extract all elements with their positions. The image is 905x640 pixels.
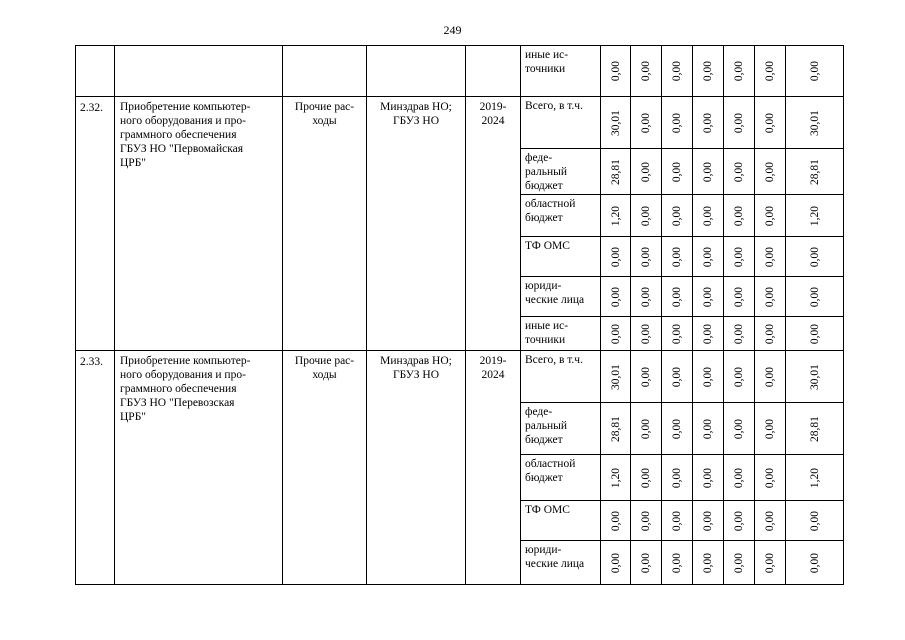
budget-table xyxy=(75,45,844,585)
period-cell xyxy=(466,97,521,351)
source-cell xyxy=(521,46,601,97)
source-label: Всего, в т.ч. xyxy=(525,354,583,366)
value-cell xyxy=(755,195,786,237)
value-text: 0,00 xyxy=(702,112,714,133)
value-cell xyxy=(755,403,786,455)
executor: Минздрав НО; ГБУЗ НО xyxy=(380,355,452,381)
value-cell xyxy=(724,149,755,195)
value-text: 0,00 xyxy=(609,60,622,82)
value-cell xyxy=(601,317,631,351)
value-cell xyxy=(755,237,786,277)
value-cell xyxy=(631,541,662,585)
value-text: 0,00 xyxy=(808,286,821,307)
value-cell xyxy=(786,149,844,195)
value-text: 0,00 xyxy=(640,552,652,573)
value-text: 0,00 xyxy=(671,246,683,267)
value-text: 28,81 xyxy=(808,158,821,185)
source-cell xyxy=(521,541,601,585)
value-cell xyxy=(631,403,662,455)
source-cell xyxy=(521,455,601,501)
value-cell xyxy=(755,317,786,351)
value-text: 0,00 xyxy=(702,161,714,182)
empty-cell xyxy=(367,46,466,97)
value-text: 0,00 xyxy=(733,112,745,133)
value-cell xyxy=(662,277,693,317)
value-text: 0,00 xyxy=(702,467,714,488)
value-cell xyxy=(662,149,693,195)
value-text: 0,00 xyxy=(640,246,652,267)
executor-cell xyxy=(367,351,466,585)
value-cell xyxy=(662,46,693,97)
value-text: 1,20 xyxy=(609,205,622,226)
value-text: 30,01 xyxy=(808,363,821,390)
value-text: 0,00 xyxy=(671,112,683,133)
value-cell xyxy=(601,501,631,541)
value-cell xyxy=(786,97,844,149)
value-text: 0,00 xyxy=(733,205,745,226)
value-text: 0,00 xyxy=(702,323,714,344)
value-cell xyxy=(662,317,693,351)
value-text: 0,00 xyxy=(671,323,683,344)
value-cell xyxy=(693,541,724,585)
source-label: областной бюджет xyxy=(525,198,576,224)
value-text: 0,00 xyxy=(764,510,776,531)
source-cell xyxy=(521,317,601,351)
value-text: 0,00 xyxy=(671,510,683,531)
value-cell xyxy=(631,195,662,237)
value-text: 0,00 xyxy=(764,467,776,488)
value-cell xyxy=(786,403,844,455)
value-cell xyxy=(631,501,662,541)
value-cell xyxy=(631,455,662,501)
source-label: юриди- ческие лица xyxy=(525,544,585,570)
value-cell xyxy=(786,277,844,317)
value-text: 0,00 xyxy=(671,286,683,307)
value-text: 0,00 xyxy=(640,467,652,488)
value-text: 0,00 xyxy=(764,418,776,439)
value-text: 30,01 xyxy=(609,363,622,390)
period-cell xyxy=(466,351,521,585)
value-text: 0,00 xyxy=(609,552,622,573)
source-cell xyxy=(521,149,601,195)
value-text: 0,00 xyxy=(764,323,776,344)
value-cell xyxy=(755,501,786,541)
value-text: 0,00 xyxy=(733,60,745,82)
source-cell xyxy=(521,277,601,317)
source-label: феде- ральный бюджет xyxy=(525,152,567,192)
value-cell xyxy=(693,317,724,351)
description: Приобретение компьютер- ного оборудования и про- граммного обеспечения ГБУЗ НО "Перевозская ЦРБ" xyxy=(120,355,251,423)
value-text: 0,00 xyxy=(609,246,622,267)
value-cell xyxy=(601,97,631,149)
value-cell xyxy=(724,351,755,403)
value-cell xyxy=(693,403,724,455)
table-row xyxy=(76,46,844,97)
value-cell xyxy=(662,351,693,403)
source-label: иные ис- точники xyxy=(525,320,569,346)
value-text: 30,01 xyxy=(609,109,622,136)
value-text: 0,00 xyxy=(764,112,776,133)
value-cell xyxy=(786,351,844,403)
value-text: 0,00 xyxy=(733,161,745,182)
value-text: 0,00 xyxy=(640,366,652,387)
value-cell xyxy=(693,46,724,97)
empty-cell xyxy=(76,46,115,97)
value-cell xyxy=(601,351,631,403)
value-text: 0,00 xyxy=(671,205,683,226)
value-cell xyxy=(631,97,662,149)
row-number-cell xyxy=(76,97,115,351)
value-text: 0,00 xyxy=(764,205,776,226)
value-text: 0,00 xyxy=(640,323,652,344)
value-text: 0,00 xyxy=(671,467,683,488)
value-cell xyxy=(601,237,631,277)
value-text: 0,00 xyxy=(733,510,745,531)
source-label: областной бюджет xyxy=(525,458,576,484)
value-cell xyxy=(693,277,724,317)
value-cell xyxy=(662,97,693,149)
value-text: 0,00 xyxy=(808,510,821,531)
value-text: 0,00 xyxy=(808,60,821,82)
value-cell xyxy=(601,277,631,317)
value-text: 0,00 xyxy=(640,112,652,133)
value-cell xyxy=(662,237,693,277)
value-text: 0,00 xyxy=(764,60,776,82)
value-text: 0,00 xyxy=(733,246,745,267)
value-cell xyxy=(724,277,755,317)
source-label: ТФ ОМС xyxy=(525,240,570,252)
value-text: 0,00 xyxy=(733,323,745,344)
value-cell xyxy=(662,501,693,541)
value-text: 0,00 xyxy=(733,552,745,573)
value-text: 28,81 xyxy=(808,415,821,442)
value-text: 30,01 xyxy=(808,109,821,136)
value-cell xyxy=(724,501,755,541)
value-text: 0,00 xyxy=(702,366,714,387)
value-cell xyxy=(724,403,755,455)
value-cell xyxy=(755,351,786,403)
value-text: 0,00 xyxy=(764,366,776,387)
expense-type: Прочие рас- ходы xyxy=(294,355,355,381)
value-text: 0,00 xyxy=(764,246,776,267)
value-text: 0,00 xyxy=(609,323,622,344)
value-text: 0,00 xyxy=(640,418,652,439)
empty-cell xyxy=(466,46,521,97)
value-text: 28,81 xyxy=(609,415,622,442)
value-text: 0,00 xyxy=(764,161,776,182)
value-cell xyxy=(662,455,693,501)
value-cell xyxy=(601,403,631,455)
value-cell xyxy=(601,541,631,585)
value-cell xyxy=(786,455,844,501)
expense-type-cell xyxy=(283,97,367,351)
period: 2019- 2024 xyxy=(479,101,507,127)
value-text: 0,00 xyxy=(764,552,776,573)
value-text: 0,00 xyxy=(808,246,821,267)
source-cell xyxy=(521,195,601,237)
value-cell xyxy=(755,455,786,501)
value-cell xyxy=(693,351,724,403)
value-text: 1,20 xyxy=(808,205,821,226)
source-label: феде- ральный бюджет xyxy=(525,406,567,446)
value-cell xyxy=(786,541,844,585)
value-cell xyxy=(755,541,786,585)
value-cell xyxy=(693,237,724,277)
value-text: 0,00 xyxy=(609,510,622,531)
value-cell xyxy=(724,46,755,97)
value-text: 0,00 xyxy=(733,286,745,307)
value-cell xyxy=(755,277,786,317)
value-cell xyxy=(724,195,755,237)
value-text: 0,00 xyxy=(671,60,683,82)
value-text: 0,00 xyxy=(733,467,745,488)
value-text: 0,00 xyxy=(671,418,683,439)
value-cell xyxy=(724,97,755,149)
value-text: 0,00 xyxy=(702,246,714,267)
expense-type: Прочие рас- ходы xyxy=(294,101,355,127)
period: 2019- 2024 xyxy=(479,355,507,381)
value-text: 0,00 xyxy=(640,510,652,531)
value-text: 0,00 xyxy=(702,60,714,82)
value-text: 0,00 xyxy=(702,286,714,307)
value-cell xyxy=(601,46,631,97)
description: Приобретение компьютер- ного оборудования и про- граммного обеспечения ГБУЗ НО "Первомайская ЦРБ" xyxy=(120,101,251,169)
value-text: 1,20 xyxy=(609,467,622,488)
value-cell xyxy=(724,455,755,501)
source-cell xyxy=(521,237,601,277)
value-cell xyxy=(693,455,724,501)
value-cell xyxy=(601,455,631,501)
row-number-cell xyxy=(76,351,115,585)
page-number: 249 xyxy=(443,23,462,37)
value-cell xyxy=(601,149,631,195)
executor-cell xyxy=(367,97,466,351)
value-text: 1,20 xyxy=(808,467,821,488)
value-cell xyxy=(786,501,844,541)
row-number: 2.32. xyxy=(80,102,103,114)
value-text: 0,00 xyxy=(609,286,622,307)
value-cell xyxy=(631,317,662,351)
value-text: 0,00 xyxy=(702,552,714,573)
source-label: Всего, в т.ч. xyxy=(525,100,583,112)
value-cell xyxy=(662,403,693,455)
value-cell xyxy=(631,237,662,277)
value-text: 0,00 xyxy=(733,366,745,387)
value-text: 0,00 xyxy=(671,161,683,182)
value-text: 0,00 xyxy=(671,552,683,573)
value-cell xyxy=(755,149,786,195)
description-cell xyxy=(115,351,283,585)
description-cell xyxy=(115,97,283,351)
value-text: 0,00 xyxy=(640,161,652,182)
value-cell xyxy=(662,195,693,237)
value-cell xyxy=(601,195,631,237)
source-cell xyxy=(521,351,601,403)
value-cell xyxy=(755,46,786,97)
value-cell xyxy=(693,97,724,149)
value-cell xyxy=(724,317,755,351)
value-cell xyxy=(693,195,724,237)
source-label: иные ис- точники xyxy=(525,49,569,75)
value-text: 0,00 xyxy=(702,510,714,531)
value-text: 0,00 xyxy=(808,552,821,573)
source-cell xyxy=(521,97,601,149)
value-text: 0,00 xyxy=(671,366,683,387)
value-cell xyxy=(786,317,844,351)
expense-type-cell xyxy=(283,351,367,585)
value-cell xyxy=(631,351,662,403)
value-text: 0,00 xyxy=(640,60,652,82)
value-cell xyxy=(786,195,844,237)
value-cell xyxy=(693,149,724,195)
value-text: 0,00 xyxy=(764,286,776,307)
value-text: 28,81 xyxy=(609,158,622,185)
source-cell xyxy=(521,501,601,541)
value-cell xyxy=(631,149,662,195)
table-row xyxy=(76,351,844,403)
value-text: 0,00 xyxy=(640,286,652,307)
row-number: 2.33. xyxy=(80,356,103,368)
source-label: ТФ ОМС xyxy=(525,504,570,516)
value-cell xyxy=(786,46,844,97)
value-text: 0,00 xyxy=(640,205,652,226)
table-row xyxy=(76,97,844,149)
value-cell xyxy=(631,277,662,317)
value-text: 0,00 xyxy=(702,418,714,439)
source-cell xyxy=(521,403,601,455)
empty-cell xyxy=(115,46,283,97)
value-cell xyxy=(662,541,693,585)
value-cell xyxy=(755,97,786,149)
value-cell xyxy=(724,541,755,585)
value-text: 0,00 xyxy=(733,418,745,439)
value-cell xyxy=(724,237,755,277)
value-cell xyxy=(631,46,662,97)
empty-cell xyxy=(283,46,367,97)
value-cell xyxy=(693,501,724,541)
value-text: 0,00 xyxy=(702,205,714,226)
value-cell xyxy=(786,237,844,277)
value-text: 0,00 xyxy=(808,323,821,344)
executor: Минздрав НО; ГБУЗ НО xyxy=(380,101,452,127)
source-label: юриди- ческие лица xyxy=(525,280,585,306)
